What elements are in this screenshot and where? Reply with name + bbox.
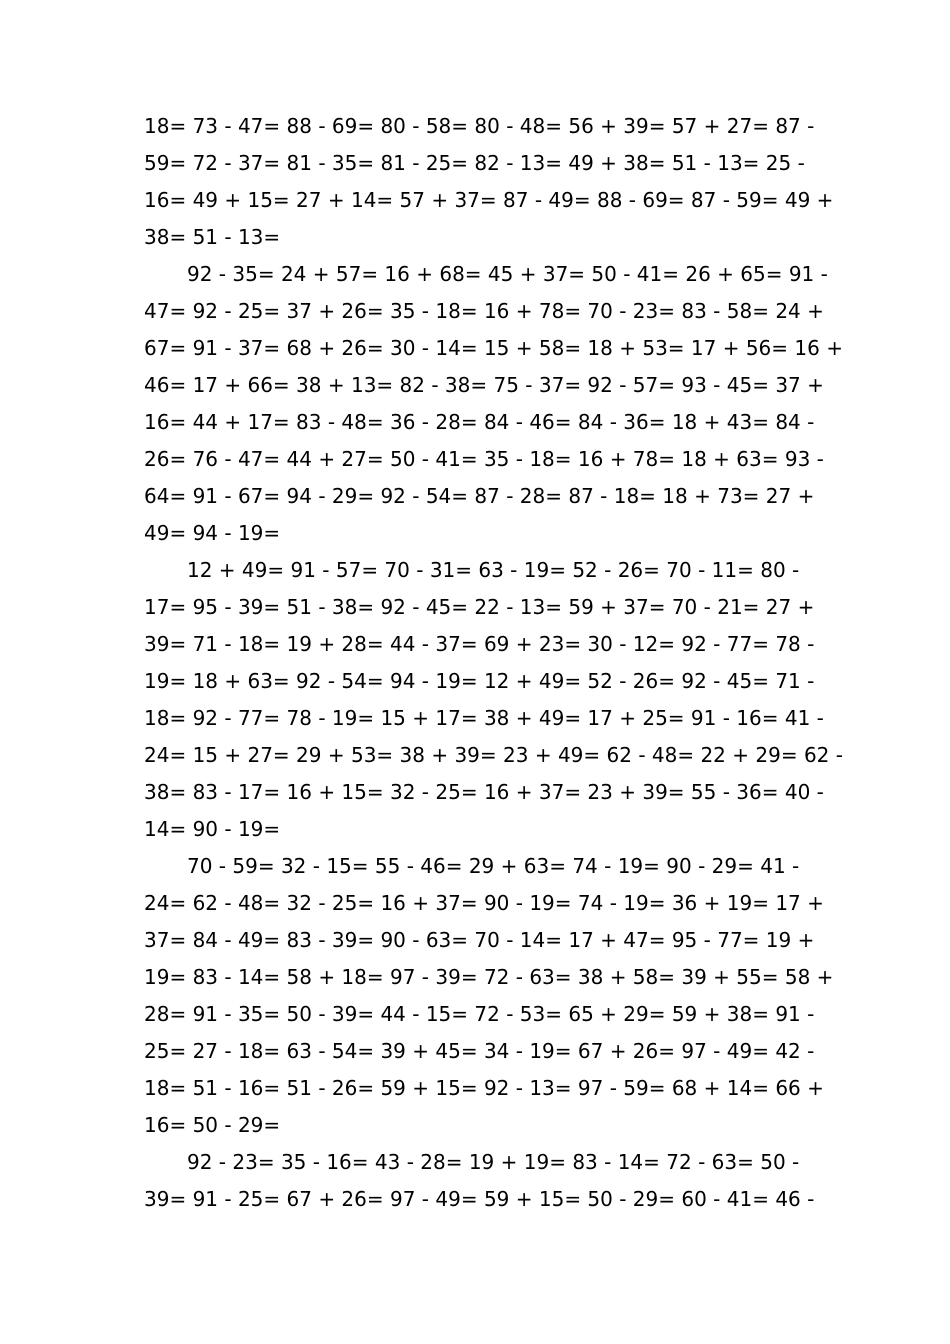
text-line: 16= 49 + 15= 27 + 14= 57 + 37= 87 - 49= 88 - 69= 87 - 59= 49 +	[144, 188, 834, 212]
text-line: 14= 90 - 19=	[144, 817, 281, 841]
text-line: 47= 92 - 25= 37 + 26= 35 - 18= 16 + 78= 70 - 23= 83 - 58= 24 +	[144, 299, 824, 323]
text-line: 39= 91 - 25= 67 + 26= 97 - 49= 59 + 15= 50 - 29= 60 - 41= 46 -	[144, 1187, 815, 1211]
text-line: 19= 18 + 63= 92 - 54= 94 - 19= 12 + 49= 52 - 26= 92 - 45= 71 -	[144, 669, 815, 693]
text-line: 18= 92 - 77= 78 - 19= 15 + 17= 38 + 49= 17 + 25= 91 - 16= 41 -	[144, 706, 824, 730]
text-line: 59= 72 - 37= 81 - 35= 81 - 25= 82 - 13= 49 + 38= 51 - 13= 25 -	[144, 151, 805, 175]
text-line: 28= 91 - 35= 50 - 39= 44 - 15= 72 - 53= 65 + 29= 59 + 38= 91 -	[144, 1002, 815, 1026]
text-line: 64= 91 - 67= 94 - 29= 92 - 54= 87 - 28= 87 - 18= 18 + 73= 27 +	[144, 484, 815, 508]
text-line: 16= 50 - 29=	[144, 1113, 281, 1137]
paragraph-start-line: 92 - 23= 35 - 16= 43 - 28= 19 + 19= 83 - 14= 72 - 63= 50 -	[187, 1150, 800, 1174]
paragraph-start-line: 12 + 49= 91 - 57= 70 - 31= 63 - 19= 52 - 26= 70 - 11= 80 -	[187, 558, 800, 582]
text-line: 26= 76 - 47= 44 + 27= 50 - 41= 35 - 18= 16 + 78= 18 + 63= 93 -	[144, 447, 824, 471]
text-line: 46= 17 + 66= 38 + 13= 82 - 38= 75 - 37= 92 - 57= 93 - 45= 37 +	[144, 373, 824, 397]
text-line: 18= 73 - 47= 88 - 69= 80 - 58= 80 - 48= 56 + 39= 57 + 27= 87 -	[144, 114, 815, 138]
text-line: 38= 51 - 13=	[144, 225, 281, 249]
text-line: 24= 62 - 48= 32 - 25= 16 + 37= 90 - 19= 74 - 19= 36 + 19= 17 +	[144, 891, 824, 915]
text-line: 39= 71 - 18= 19 + 28= 44 - 37= 69 + 23= 30 - 12= 92 - 77= 78 -	[144, 632, 815, 656]
text-line: 18= 51 - 16= 51 - 26= 59 + 15= 92 - 13= 97 - 59= 68 + 14= 66 +	[144, 1076, 824, 1100]
text-line: 19= 83 - 14= 58 + 18= 97 - 39= 72 - 63= 38 + 58= 39 + 55= 58 +	[144, 965, 834, 989]
text-line: 25= 27 - 18= 63 - 54= 39 + 45= 34 - 19= 67 + 26= 97 - 49= 42 -	[144, 1039, 815, 1063]
text-line: 17= 95 - 39= 51 - 38= 92 - 45= 22 - 13= 59 + 37= 70 - 21= 27 +	[144, 595, 815, 619]
text-line: 24= 15 + 27= 29 + 53= 38 + 39= 23 + 49= 62 - 48= 22 + 29= 62 -	[144, 743, 843, 767]
text-line: 37= 84 - 49= 83 - 39= 90 - 63= 70 - 14= 17 + 47= 95 - 77= 19 +	[144, 928, 815, 952]
worksheet-body	[144, 108, 843, 1218]
paragraph-start-line: 92 - 35= 24 + 57= 16 + 68= 45 + 37= 50 - 41= 26 + 65= 91 -	[187, 262, 828, 286]
text-line: 49= 94 - 19=	[144, 521, 281, 545]
text-line: 38= 83 - 17= 16 + 15= 32 - 25= 16 + 37= 23 + 39= 55 - 36= 40 -	[144, 780, 824, 804]
paragraph-start-line: 70 - 59= 32 - 15= 55 - 46= 29 + 63= 74 - 19= 90 - 29= 41 -	[187, 854, 800, 878]
text-line: 67= 91 - 37= 68 + 26= 30 - 14= 15 + 58= 18 + 53= 17 + 56= 16 +	[144, 336, 843, 360]
text-line: 16= 44 + 17= 83 - 48= 36 - 28= 84 - 46= 84 - 36= 18 + 43= 84 -	[144, 410, 815, 434]
